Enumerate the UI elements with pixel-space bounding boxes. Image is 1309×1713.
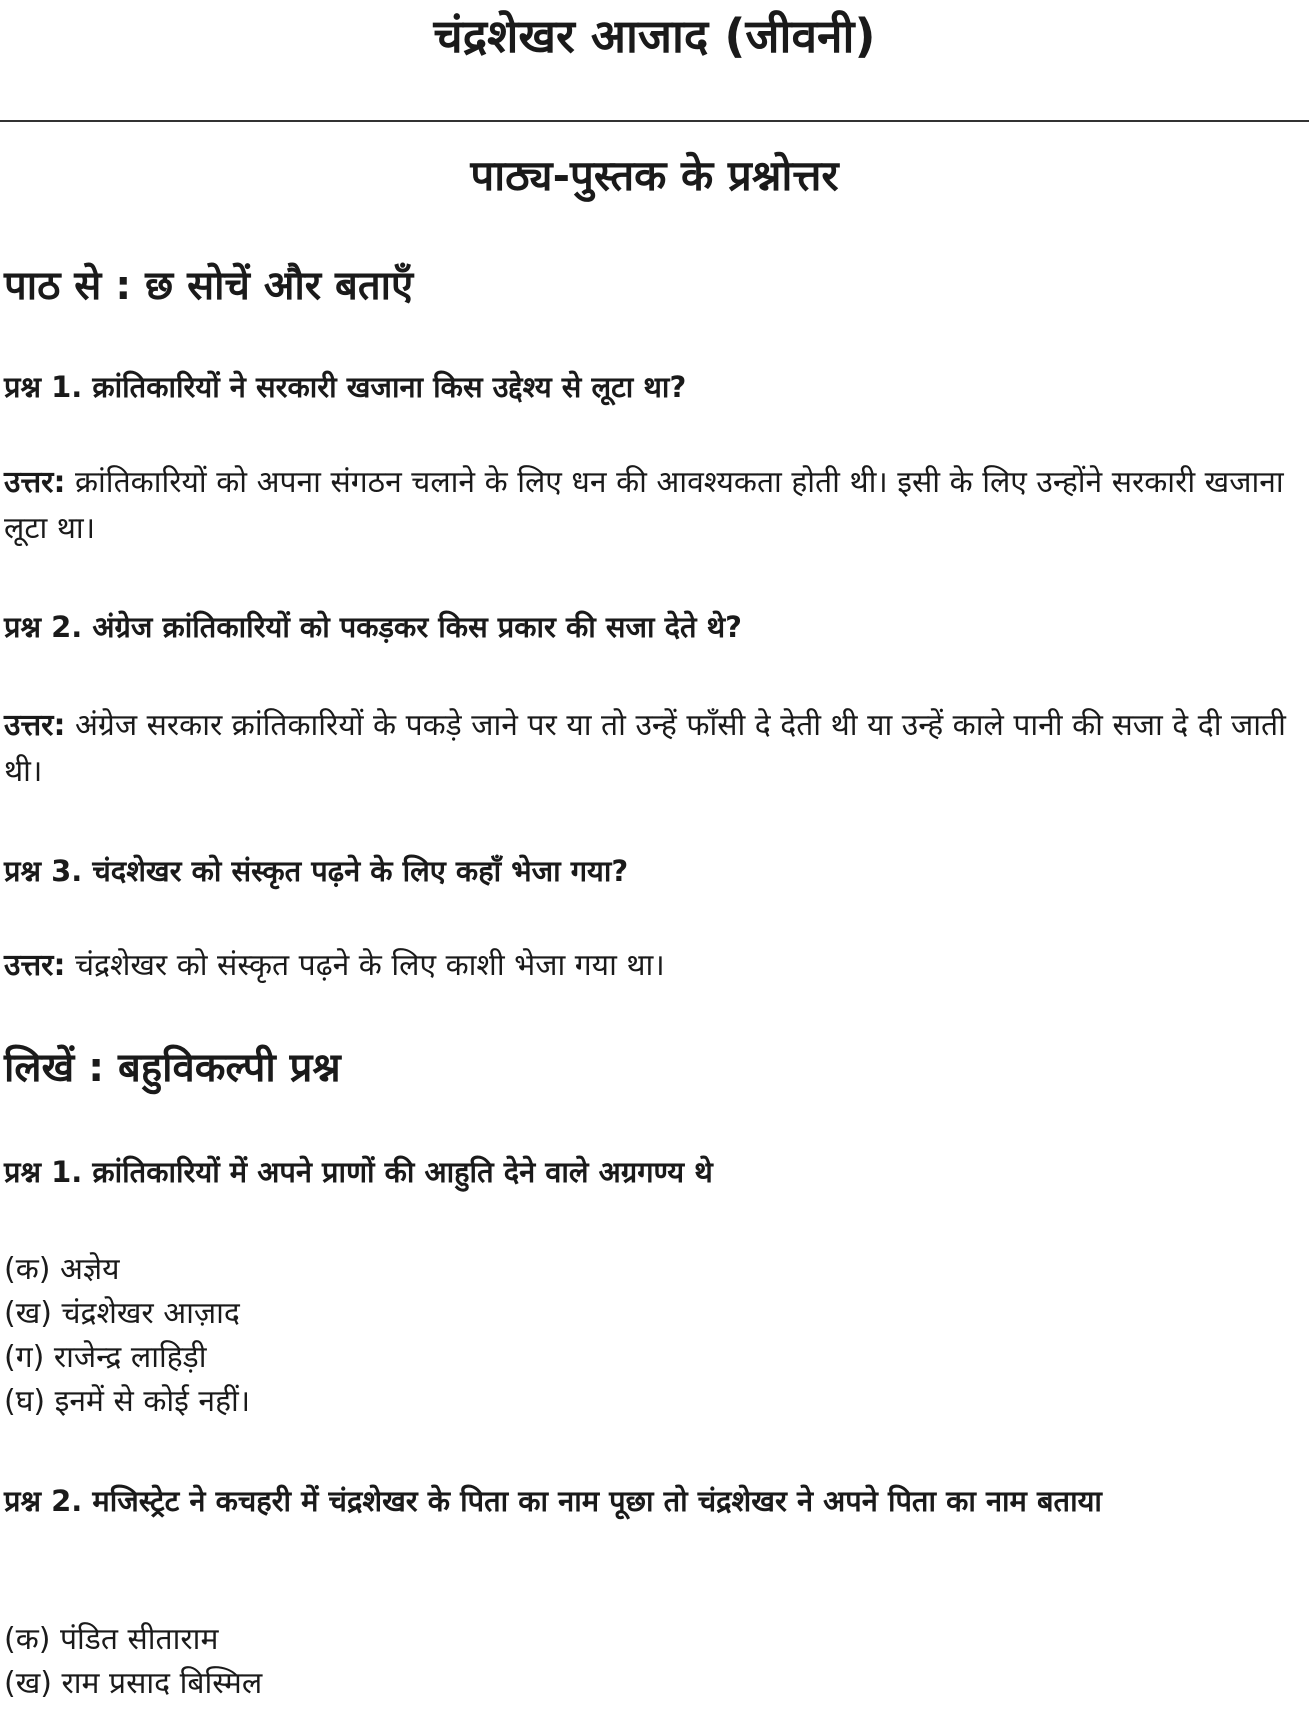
mcq-option: (ख) राम प्रसाद बिस्मिल: [4, 1666, 263, 1701]
page-title: चंद्रशेखर आजाद (जीवनी): [433, 9, 876, 63]
title-divider: [0, 120, 1309, 122]
mcq-question-1: प्रश्न 1. क्रांतिकारियों में अपने प्राणों की आहुति देने वाले अग्रगण्य थे: [4, 1155, 713, 1189]
part1-heading: पाठ से : छ सोचें और बताएँ: [4, 263, 414, 309]
part2-heading: लिखें : बहुविकल्पी प्रश्न: [4, 1045, 341, 1091]
mcq-option: (ख) चंद्रशेखर आज़ाद: [4, 1296, 240, 1331]
mcq-option: (क) पंडित सीताराम: [4, 1622, 219, 1657]
question-1: प्रश्न 1. क्रांतिकारियों ने सरकारी खजाना किस उद्देश्य से लूटा था?: [4, 370, 687, 404]
answer-label: उत्तर:: [4, 465, 66, 500]
answer-3: [4, 943, 1304, 989]
mcq-question-2: प्रश्न 2. मजिस्ट्रेट ने कचहरी में चंद्रशेखर के पिता का नाम पूछा तो चंद्रशेखर ने अपने पिता का नाम बताया: [4, 1484, 1102, 1518]
mcq-options-1: [4, 1248, 1304, 1424]
mcq-option: (घ) इनमें से कोई नहीं।: [4, 1384, 251, 1419]
answer-text: चंद्रशेखर को संस्कृत पढ़ने के लिए काशी भेजा गया था।: [74, 948, 665, 983]
mcq-option: (क) अज्ञेय: [4, 1252, 120, 1287]
mcq-options-2: [4, 1618, 1304, 1706]
answer-label: उत्तर:: [4, 948, 66, 983]
answer-text: अंग्रेज सरकार क्रांतिकारियों के पकड़े जाने पर या तो उन्हें फाँसी दे देती थी या उन्हें काले पानी की सजा दे दी जाती थी।: [4, 708, 1286, 789]
question-3: प्रश्न 3. चंदशेखर को संस्कृत पढ़ने के लिए कहाँ भेजा गया?: [4, 854, 629, 888]
question-2: प्रश्न 2. अंग्रेज क्रांतिकारियों को पकड़कर किस प्रकार की सजा देते थे?: [4, 610, 743, 644]
mcq-option: (ग) राजेन्द्र लाहिड़ी: [4, 1340, 207, 1375]
answer-2: [4, 703, 1304, 795]
section-title: पाठ्य-पुस्तक के प्रश्नोत्तर: [470, 151, 839, 200]
answer-label: उत्तर:: [4, 708, 66, 743]
answer-1: [4, 460, 1304, 552]
answer-text: क्रांतिकारियों को अपना संगठन चलाने के लिए धन की आवश्यकता होती थी। इसी के लिए उन्होंने सरकारी खजाना लूटा था।: [4, 465, 1284, 546]
